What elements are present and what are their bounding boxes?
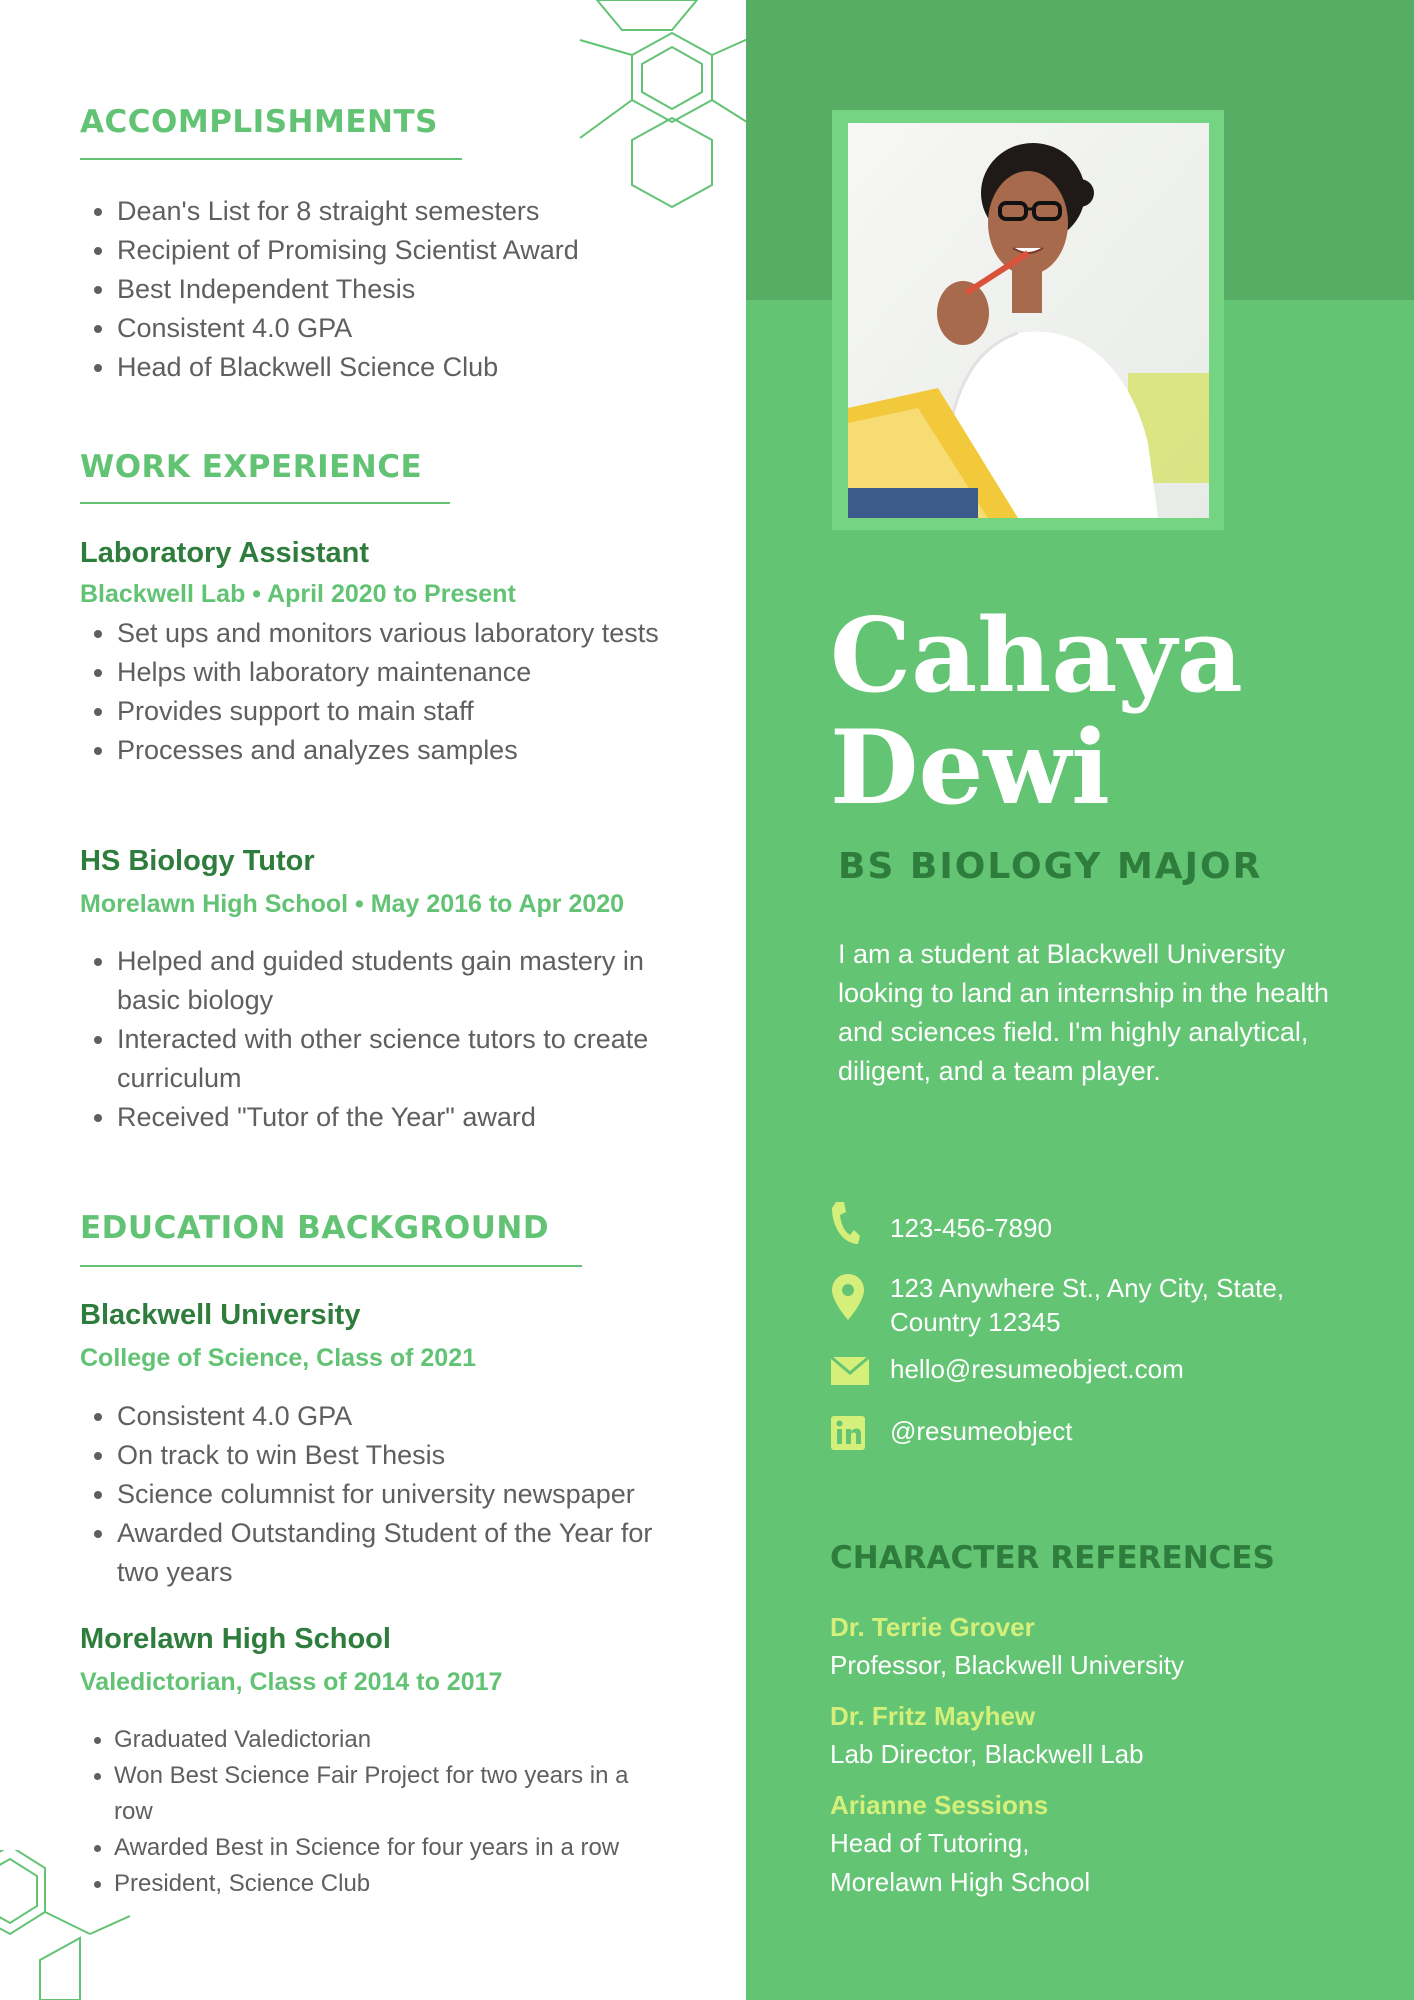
list-item: Science columnist for university newspaper bbox=[80, 1475, 660, 1514]
school-subtitle: Valedictorian, Class of 2014 to 2017 bbox=[80, 1668, 503, 1696]
reference-name: Arianne Sessions bbox=[830, 1790, 1049, 1820]
first-name: Cahaya bbox=[830, 596, 1243, 716]
list-item: Consistent 4.0 GPA bbox=[80, 1397, 660, 1436]
job-subtitle: Blackwell Lab • April 2020 to Present bbox=[80, 580, 516, 608]
list-item: Interacted with other science tutors to create curriculum bbox=[80, 1020, 680, 1098]
list-item: Dean's List for 8 straight semesters bbox=[80, 192, 579, 231]
list-item: Provides support to main staff bbox=[80, 692, 680, 731]
list-item: Helped and guided students gain mastery in basic biology bbox=[80, 942, 680, 1020]
address-line-2: Country 12345 bbox=[890, 1307, 1061, 1337]
list-item: On track to win Best Thesis bbox=[80, 1436, 660, 1475]
phone-icon bbox=[830, 1200, 860, 1246]
last-name: Dewi bbox=[830, 708, 1110, 828]
references-heading: CHARACTER REFERENCES bbox=[830, 1540, 1275, 1576]
list-item: Recipient of Promising Scientist Award bbox=[80, 231, 579, 270]
work-experience-divider bbox=[80, 502, 450, 504]
school-name: Blackwell University bbox=[80, 1299, 361, 1331]
list-item: Received "Tutor of the Year" award bbox=[80, 1098, 680, 1137]
profile-summary: I am a student at Blackwell University looking to land an internship in the health and sciences field. I'm highly analytical, diligent, and a team player. bbox=[838, 939, 1329, 1086]
accomplishments-list bbox=[80, 192, 579, 387]
accomplishments-heading: ACCOMPLISHMENTS bbox=[80, 104, 438, 140]
job-title: HS Biology Tutor bbox=[80, 845, 315, 877]
major-title: BS BIOLOGY MAJOR bbox=[838, 846, 1263, 887]
reference-role bbox=[830, 1824, 1090, 1902]
linkedin-icon bbox=[830, 1415, 866, 1451]
job-duties-list bbox=[80, 942, 680, 1137]
list-item: Awarded Outstanding Student of the Year for two years bbox=[80, 1514, 660, 1592]
address-line-1: 123 Anywhere St., Any City, State, bbox=[890, 1273, 1285, 1303]
reference-role-line: Head of Tutoring, bbox=[830, 1828, 1030, 1858]
education-heading: EDUCATION BACKGROUND bbox=[80, 1210, 550, 1246]
list-item: President, Science Club bbox=[80, 1866, 660, 1902]
work-experience-heading: WORK EXPERIENCE bbox=[80, 449, 423, 485]
list-item: Consistent 4.0 GPA bbox=[80, 309, 579, 348]
list-item: Best Independent Thesis bbox=[80, 270, 579, 309]
job-duties-list bbox=[80, 614, 680, 770]
mail-icon bbox=[830, 1356, 870, 1386]
hexagon-molecule-decoration-top bbox=[560, 0, 760, 230]
school-subtitle: College of Science, Class of 2021 bbox=[80, 1344, 476, 1372]
location-pin-icon bbox=[830, 1272, 866, 1322]
phone-number: 123-456-7890 bbox=[890, 1213, 1052, 1243]
list-item: Processes and analyzes samples bbox=[80, 731, 680, 770]
list-item: Graduated Valedictorian bbox=[80, 1722, 660, 1758]
school-name: Morelawn High School bbox=[80, 1623, 391, 1655]
profile-photo bbox=[848, 123, 1209, 518]
candidate-name bbox=[830, 596, 1243, 828]
job-title: Laboratory Assistant bbox=[80, 537, 369, 569]
list-item: Set ups and monitors various laboratory tests bbox=[80, 614, 680, 653]
accomplishments-divider bbox=[80, 158, 462, 160]
school-achievements-list bbox=[80, 1397, 660, 1592]
reference-name: Dr. Fritz Mayhew bbox=[830, 1701, 1036, 1731]
reference-role-line: Morelawn High School bbox=[830, 1867, 1091, 1897]
list-item: Awarded Best in Science for four years in a row bbox=[80, 1830, 660, 1866]
job-subtitle: Morelawn High School • May 2016 to Apr 2020 bbox=[80, 890, 625, 918]
list-item: Won Best Science Fair Project for two years in a row bbox=[80, 1758, 660, 1830]
reference-role: Professor, Blackwell University bbox=[830, 1650, 1184, 1680]
school-achievements-list bbox=[80, 1722, 660, 1902]
education-divider bbox=[80, 1265, 582, 1267]
linkedin-handle: @resumeobject bbox=[890, 1416, 1073, 1446]
list-item: Helps with laboratory maintenance bbox=[80, 653, 680, 692]
reference-role: Lab Director, Blackwell Lab bbox=[830, 1739, 1144, 1769]
reference-name: Dr. Terrie Grover bbox=[830, 1612, 1035, 1642]
email-address: hello@resumeobject.com bbox=[890, 1354, 1184, 1384]
list-item: Head of Blackwell Science Club bbox=[80, 348, 579, 387]
